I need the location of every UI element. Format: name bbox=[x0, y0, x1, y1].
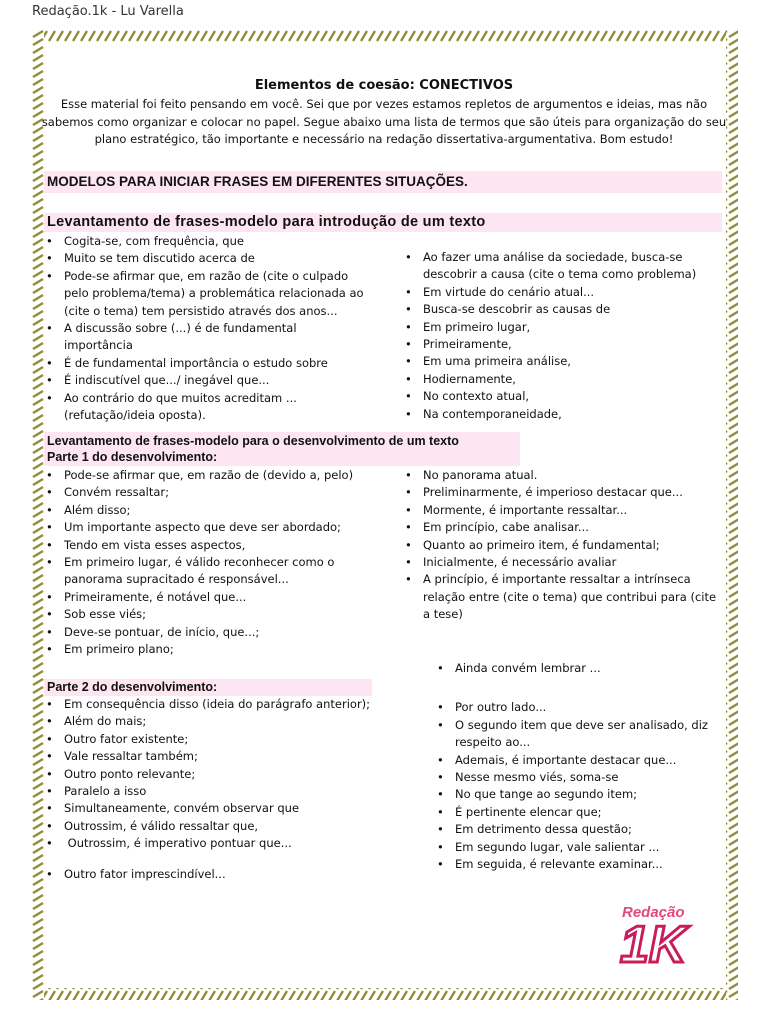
part1-list-left bbox=[46, 467, 376, 658]
logo-mark: 1K bbox=[620, 916, 687, 974]
list-item: • É pertinente elencar que; bbox=[437, 804, 722, 821]
list-item: • No que tange ao segundo item; bbox=[437, 786, 722, 803]
list-item: • É indiscutível que.../ inegável que... bbox=[46, 372, 364, 389]
list-item: • Outro ponto relevante; bbox=[46, 766, 386, 783]
part2-title: Parte 2 do desenvolvimento: bbox=[47, 680, 218, 694]
list-item: • Em consequência disso (ideia do parágrafo anterior); bbox=[46, 696, 386, 713]
list-item: • Mormente, é importante ressaltar... bbox=[405, 502, 720, 519]
intro-paragraph: Esse material foi feito pensando em você. Sei que por vezes estamos repletos de argumentos e ideias, mas não sabemos como organizar e colocar no papel. Segue abaixo uma lista de termos que são úteis para organização do seu plano estratégico, tão importante e necessário na redação dissertativa-argumentativa. Bom estudo! bbox=[41, 97, 727, 146]
list-item: • Além disso; bbox=[46, 502, 376, 519]
list-item: • Outro fator existente; bbox=[46, 731, 386, 748]
list-item: • Por outro lado... bbox=[437, 699, 722, 716]
list-item: • Ao contrário do que muitos acreditam ... (refutação/ideia oposta). bbox=[46, 390, 364, 425]
list-item: • Pode-se afirmar que, em razão de (devido a, pelo) bbox=[46, 467, 376, 484]
list-item: • Em princípio, cabe analisar... bbox=[405, 519, 720, 536]
part2-list-right bbox=[437, 660, 722, 873]
list-item: • Deve-se pontuar, de início, que...; bbox=[46, 624, 376, 641]
intro-list-right bbox=[405, 249, 717, 423]
logo-text: Redação bbox=[622, 904, 685, 921]
list-item: • Em primeiro plano; bbox=[46, 641, 376, 658]
list-item: • Ainda convém lembrar ... bbox=[437, 660, 722, 677]
list-item: • Pode-se afirmar que, em razão de (cite o culpado pelo problema/tema) a problemática relacionada ao (cite o tema) tem persistido através dos anos... bbox=[46, 268, 364, 320]
dev-section-title: Levantamento de frases-modelo para o desenvolvimento de um texto bbox=[47, 434, 459, 448]
list-item: • Nesse mesmo viés, soma-se bbox=[437, 769, 722, 786]
list-item: • Além do mais; bbox=[46, 713, 386, 730]
list-item: • Ao fazer uma análise da sociedade, busca-se descobrir a causa (cite o tema como problema) bbox=[405, 249, 717, 284]
part2-list-left bbox=[46, 696, 386, 883]
list-item: • Em detrimento dessa questão; bbox=[437, 821, 722, 838]
list-item: • Em segundo lugar, vale salientar ... bbox=[437, 839, 722, 856]
header-label: Redação.1k - Lu Varella bbox=[32, 4, 184, 19]
part1-title: Parte 1 do desenvolvimento: bbox=[47, 450, 218, 464]
list-item: • Cogita-se, com frequência, que bbox=[46, 233, 364, 250]
list-item: • Primeiramente, bbox=[405, 336, 717, 353]
list-item: • Outro fator imprescindível... bbox=[46, 866, 386, 883]
list-item: • Tendo em vista esses aspectos, bbox=[46, 537, 376, 554]
list-item: • Busca-se descobrir as causas de bbox=[405, 301, 717, 318]
list-item: • Em seguida, é relevante examinar... bbox=[437, 856, 722, 873]
list-item: • Quanto ao primeiro item, é fundamental; bbox=[405, 537, 720, 554]
list-item: • Na contemporaneidade, bbox=[405, 406, 717, 423]
list-item: • Em uma primeira análise, bbox=[405, 353, 717, 370]
list-item: • Inicialmente, é necessário avaliar bbox=[405, 554, 720, 571]
main-section-title: MODELOS PARA INICIAR FRASES EM DIFERENTES SITUAÇÕES. bbox=[47, 174, 468, 189]
list-item: • Outrossim, é válido ressaltar que, bbox=[46, 818, 386, 835]
list-item: • Sob esse viés; bbox=[46, 606, 376, 623]
list-item: • Primeiramente, é notável que... bbox=[46, 589, 376, 606]
list-item: • Simultaneamente, convém observar que bbox=[46, 800, 386, 817]
list-item: • Muito se tem discutido acerca de bbox=[46, 250, 364, 267]
intro-list-left bbox=[46, 233, 364, 424]
list-item: • Vale ressaltar também; bbox=[46, 748, 386, 765]
list-item: • Em primeiro lugar, bbox=[405, 319, 717, 336]
list-item: • É de fundamental importância o estudo sobre bbox=[46, 355, 364, 372]
list-item: • No contexto atual, bbox=[405, 388, 717, 405]
intro-section-title: Levantamento de frases-modelo para introdução de um texto bbox=[47, 214, 486, 230]
list-item: • Preliminarmente, é imperioso destacar que... bbox=[405, 484, 720, 501]
list-item: • Em primeiro lugar, é válido reconhecer como o panorama supracitado é responsável... bbox=[46, 554, 349, 589]
list-item: • Convém ressaltar; bbox=[46, 484, 376, 501]
list-item: • Ademais, é importante destacar que... bbox=[437, 752, 722, 769]
list-item: • A princípio, é importante ressaltar a intrínseca relação entre (cite o tema) que contribui para (cite a tese) bbox=[405, 571, 720, 623]
part1-list-right bbox=[405, 467, 720, 624]
list-item: • A discussão sobre (...) é de fundamental importância bbox=[46, 320, 364, 355]
list-item: • Hodiernamente, bbox=[405, 371, 717, 388]
list-item: • O segundo item que deve ser analisado, diz respeito ao... bbox=[437, 717, 722, 752]
list-item: • Paralelo a isso bbox=[46, 783, 386, 800]
list-item: • No panorama atual. bbox=[405, 467, 720, 484]
list-item: • Outrossim, é imperativo pontuar que... bbox=[46, 835, 386, 852]
list-item: • Um importante aspecto que deve ser abordado; bbox=[46, 519, 376, 536]
list-item: • Em virtude do cenário atual... bbox=[405, 284, 717, 301]
page-title: Elementos de coesão: CONECTIVOS bbox=[254, 78, 514, 93]
